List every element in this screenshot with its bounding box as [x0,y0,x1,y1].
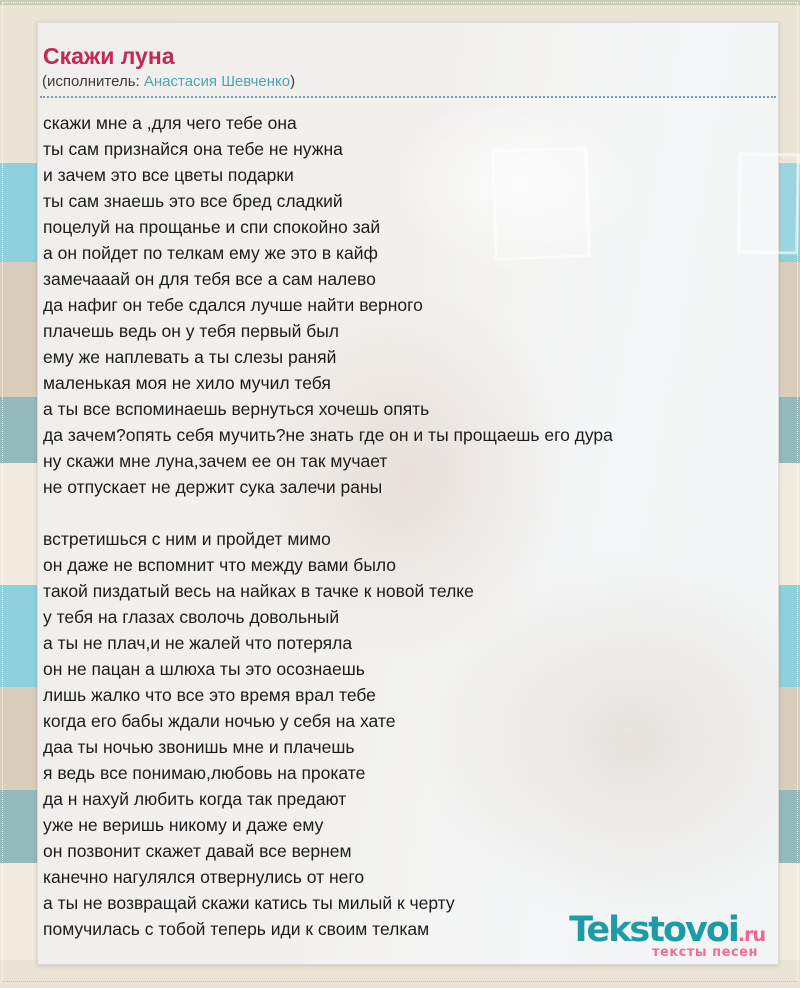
artist-label-close: ) [290,73,296,90]
lyric-line: он даже не вспомнит что между вами было [43,555,397,575]
lyric-line: я ведь все понимаю,любовь на прокате [43,763,366,783]
lyric-line: ему же наплевать а ты слезы раняй [43,347,337,367]
lyric-line: у тебя на глазах сволочь довольный [43,607,340,627]
site-logo-brand: Tekstovoi [569,910,738,950]
lyric-line: уже не веришь никому и даже ему [43,815,324,835]
lyric-line: замечааай он для тебя все а сам налево [43,269,376,289]
site-logo[interactable] [569,910,765,963]
lyric-line: встретишься с ним и пройдет мимо [43,529,331,549]
lyric-line: такой пиздатый весь на найках в тачке к новой телке [43,581,474,601]
artist-line [42,73,778,90]
lyric-line: когда его бабы ждали ночью у себя на хате [43,711,396,731]
lyric-line: да зачем?опять себя мучить?не знать где он и ты прощаешь его дура [43,425,613,445]
lyrics-card [37,22,779,965]
lyric-line: ты сам знаешь это все бред сладкий [43,191,343,211]
lyric-line: скажи мне а ,для чего тебе она [43,113,297,133]
lyric-line: не отпускает не держит сука залечи раны [43,477,383,497]
lyric-line: лишь жалко что все это время врал тебе [43,685,376,705]
lyric-line: он не пацан а шлюха ты это осознаешь [43,659,365,679]
lyric-line: а он пойдет по телкам ему же это в кайф [43,243,378,263]
lyric-line: он позвонит скажет давай все вернем [43,841,352,861]
lyric-line: да нафиг он тебе сдался лучше найти верного [43,295,423,315]
lyric-line: поцелуй на прощанье и спи спокойно зай [43,217,381,237]
stanza-gap [43,500,778,526]
lyric-line: помучилась с тобой теперь иди к своим телкам [43,919,430,939]
lyric-line: ну скажи мне луна,зачем ее он так мучает [43,451,388,471]
dotted-divider [40,96,776,98]
lyric-line: да н нахуй любить когда так предают [43,789,347,809]
lyric-line: и зачем это все цветы подарки [43,165,294,185]
site-logo-tagline: тексты песен [651,945,758,960]
lyric-line: маленькая моя не хило мучил тебя [43,373,331,393]
site-logo-domain: .ru [737,924,765,946]
lyric-line: даа ты ночью звонишь мне и плачешь [43,737,355,757]
page-title: Скажи луна [43,43,175,69]
artist-label: (исполнитель: [42,73,144,90]
artist-link[interactable]: Анастасия Шевченко [143,73,291,90]
lyric-line: а ты все вспоминаешь вернуться хочешь опять [43,399,430,419]
site-logo-wordmark[interactable] [569,910,765,950]
lyric-line: ты сам признайся она тебе не нужна [43,139,343,159]
lyric-line: а ты не возвращай скажи катись ты милый к черту [43,893,455,913]
lyric-line: а ты не плач,и не жалей что потеряла [43,633,353,653]
lyric-line: канечно нагулялся отвернулись от него [43,867,365,887]
lyric-line: плачешь ведь он у тебя первый был [43,321,340,341]
lyrics-text [43,110,778,942]
